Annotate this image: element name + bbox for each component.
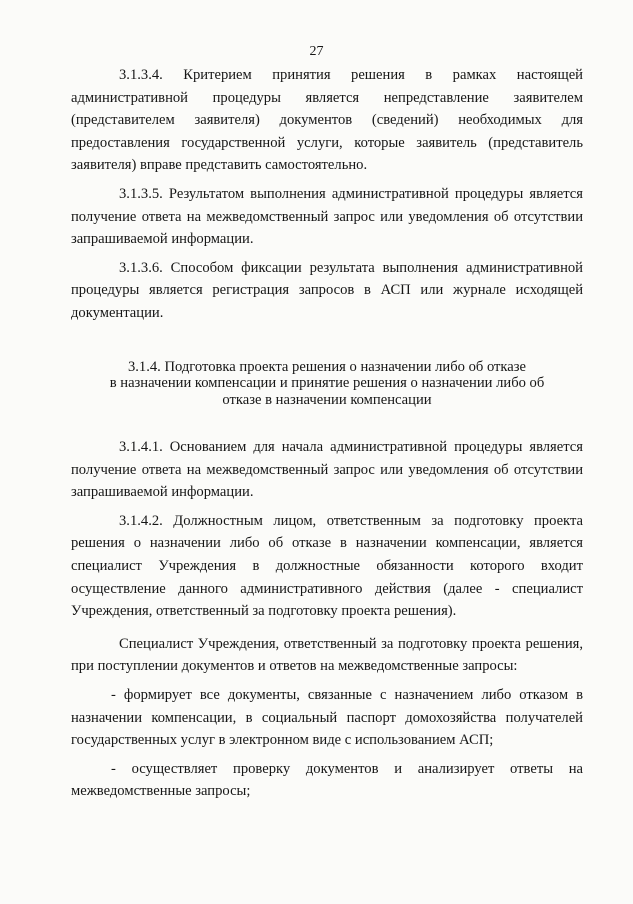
heading-line: в назначении компенсации и принятие решения о назначении либо об xyxy=(109,375,545,392)
list-item: - формирует все документы, связанные с назначением либо отказом в назначении компенсации, в социальный паспорт домохозяйства получателей государственных услуг в электронном виде с использованием АСП; xyxy=(71,686,583,749)
page-content xyxy=(71,64,583,803)
section-heading-3-1-4 xyxy=(71,359,583,409)
paragraph-3-1-3-6: 3.1.3.6. Способом фиксации результата выполнения административной процедуры является регистрация запросов в АСП или журнале исходящей документации. xyxy=(71,259,583,321)
heading-line: 3.1.4. Подготовка проекта решения о назначении либо об отказе xyxy=(127,358,527,375)
paragraph-specialist-duties: Специалист Учреждения, ответственный за подготовку проекта решения, при поступлении документов и ответов на межведомственные запросы: xyxy=(71,635,583,675)
list-item: - осуществляет проверку документов и анализирует ответы на межведомственные запросы; xyxy=(71,760,583,800)
paragraph-3-1-4-2: 3.1.4.2. Должностным лицом, ответственным за подготовку проекта решения о назначении либо об отказе в назначении компенсации, является специалист Учреждения в должностные обязанности которого входит осуществление данного административного действия (далее - специалист Учреждения, ответственный за подготовку проекта решения). xyxy=(71,512,583,620)
paragraph-3-1-3-4: 3.1.3.4. Критерием принятия решения в рамках настоящей административной процедуры является непредставление заявителем (представителем заявителя) документов (сведений) необходимых для предоставления государственной услуги, которые заявитель (представитель заявителя) вправе представить самостоятельно. xyxy=(71,67,583,174)
page-number: 27 xyxy=(309,44,324,59)
paragraph-3-1-4-1: 3.1.4.1. Основанием для начала административной процедуры является получение ответа на межведомственный запрос или уведомления об отсутствии запрашиваемой информации. xyxy=(71,439,583,501)
heading-line: отказе в назначении компенсации xyxy=(222,391,432,408)
paragraph-3-1-3-5: 3.1.3.5. Результатом выполнения административной процедуры является получение ответа на межведомственный запрос или уведомления об отсутствии запрашиваемой информации. xyxy=(71,185,583,248)
